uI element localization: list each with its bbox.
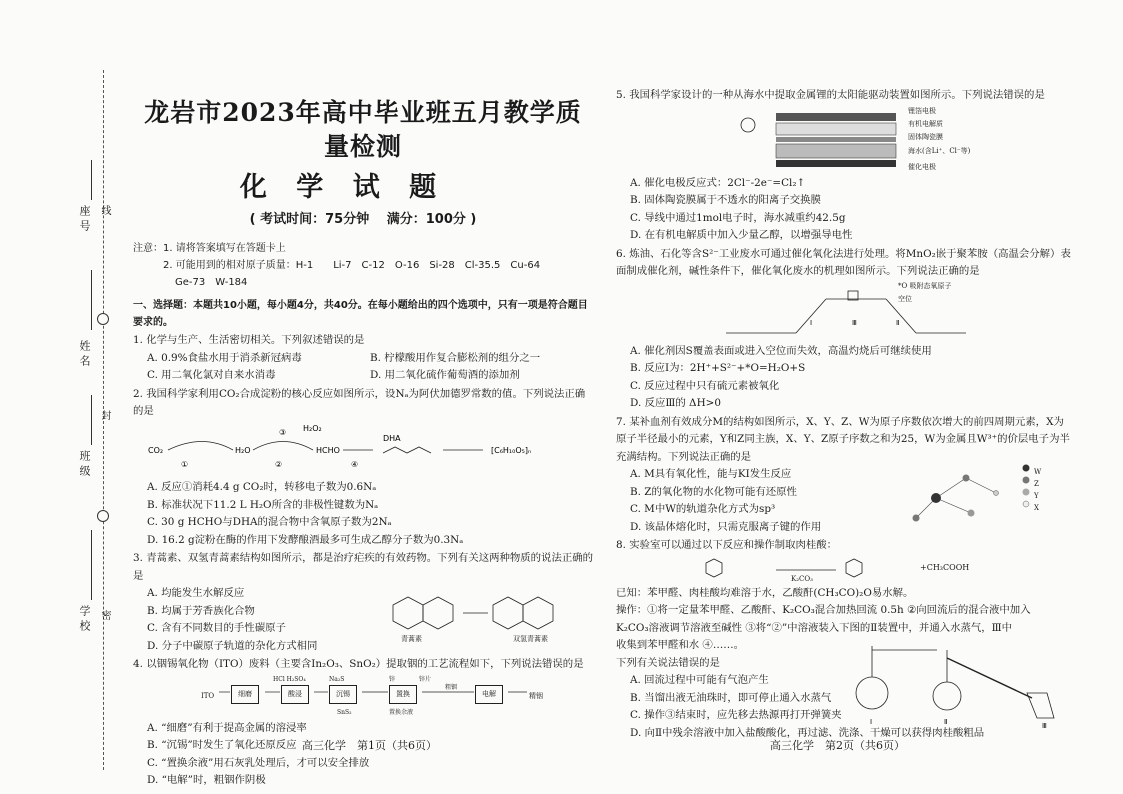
- option-a[interactable]: A. 0.9%食盐水用于消杀新冠病毒: [147, 351, 302, 364]
- option-b[interactable]: B. 固体陶瓷膜属于不透水的阳离子交换膜: [630, 194, 821, 206]
- note-1: 注意：1. 请将答案填写在答题卡上: [133, 243, 286, 254]
- question-stem: 8. 实验室可以通过以下反应和操作制取肉桂酸：: [616, 539, 838, 551]
- name-field[interactable]: [91, 270, 92, 330]
- flow-reagent: HCl H₂SO₄: [273, 675, 306, 683]
- option-b[interactable]: B. 柠檬酸用作复合膨松剂的组分之一: [370, 351, 541, 364]
- svg-text:Ⅱ: Ⅱ: [944, 718, 948, 726]
- operation-1: 操作：①将一定量苯甲醛、乙酸酐、K₂CO₃混合加热回流 0.5h ②向回流后的混合液中加入: [616, 604, 1031, 616]
- seal-mark: 封: [99, 410, 110, 424]
- device-label: 催化电极: [908, 162, 936, 171]
- question-1: [133, 332, 593, 385]
- option-a[interactable]: A. 催化电极反应式：2Cl⁻-2e⁻=Cl₂↑: [630, 176, 806, 189]
- exam-info: ( 考试时间：75分钟 满分：100分 ): [249, 212, 477, 227]
- option-c[interactable]: C. 含有不同数目的手性碳原子: [147, 622, 286, 634]
- option-b[interactable]: B. 标准状况下11.2 L H₂O所含的非极性键数为Nₐ: [147, 498, 379, 511]
- svg-text:②: ②: [275, 459, 283, 469]
- question-ask: 下列有关说法错误的是: [616, 656, 720, 669]
- legend-x: X: [1034, 504, 1039, 512]
- legend-w: W: [1034, 468, 1042, 476]
- svg-text:④: ④: [351, 459, 359, 469]
- legend-oxygen: *O 吸附态氧原子: [898, 281, 952, 290]
- known-info: 已知：苯甲醛、肉桂酸均难溶于水，乙酸酐(CH₃CO)₂O易水解。: [616, 586, 914, 599]
- byproduct-label: +CH₃COOH: [920, 562, 970, 572]
- margin-circle: [97, 313, 109, 325]
- reaction-diagram: [133, 421, 573, 473]
- exam-title: 龙岩市2023年高中毕业班五月教学质量检测: [144, 98, 582, 161]
- flow-step: 置换: [389, 685, 417, 705]
- flow-step: 电解: [475, 685, 503, 705]
- exam-subtitle: 化 学 试 题: [239, 172, 447, 203]
- page-1: [133, 96, 593, 790]
- option-d[interactable]: D. 分子中碳原子轨道的杂化方式相同: [147, 639, 318, 652]
- question-stem: 6. 炼油、石化等含S²⁻工业废水可通过催化氧化法进行处理。将MnO₂嵌于聚苯胺（高温会分解）表面制成催化剂，碱性条件下，催化氧化废水的机理如图所示。下列说法正确的是: [616, 247, 1071, 277]
- option-a[interactable]: A. 回流过程中可能有气泡产生: [630, 674, 769, 686]
- svg-text:Ⅱ: Ⅱ: [896, 318, 900, 327]
- question-stem: 7. 某补血剂有效成分M的结构如图所示，X、Y、Z、W为原子序数依次增大的前四周期元素，X为原子半径最小的元素，Y和Z同主族，X、Y、Z原子序数之和为25，W为金属且W³⁺的价层电子为半充满结构。下列说法正确的是: [616, 415, 1070, 463]
- flow-step: 酸浸: [281, 685, 309, 705]
- question-stem: 4. 以铟锡氧化物（ITO）废料（主要含In₂O₃、SnO₂）提取铟的工艺流程如下，下列说法错误的是: [133, 658, 584, 670]
- dense-mark: 密: [99, 610, 110, 624]
- option-d[interactable]: D. 该晶体熔化时，只需克服离子键的作用: [630, 520, 822, 533]
- flow-step: 沉锡: [329, 685, 357, 705]
- school-label: 学校: [78, 605, 91, 635]
- school-field[interactable]: [91, 530, 92, 600]
- option-d[interactable]: D. “电解”时，粗铟作阴极: [147, 774, 266, 786]
- flow-input: ITO: [201, 691, 215, 700]
- molecule-label-2: 双氢青蒿素: [513, 635, 548, 643]
- option-d[interactable]: D. 向Ⅱ中残余溶液中加入盐酸酸化，再过滤、洗涤、干燥可以获得肉桂酸粗品: [630, 726, 985, 739]
- flow-byproduct: SnS₂: [337, 708, 352, 716]
- option-c[interactable]: C. 导线中通过1mol电子时，海水减重约42.5g: [630, 211, 846, 224]
- svg-text:Ⅰ: Ⅰ: [810, 318, 813, 327]
- flow-reagent: 锌片: [419, 675, 432, 683]
- svg-text:③: ③: [279, 427, 287, 437]
- reaction-equation: [616, 555, 1071, 585]
- flow-output: 精铟: [529, 691, 543, 700]
- seat-label: 座号: [78, 205, 91, 235]
- seat-field[interactable]: [91, 160, 92, 200]
- svg-text:[C₆H₁₀O₅]ₙ: [C₆H₁₀O₅]ₙ: [491, 445, 532, 455]
- class-label: 班级: [78, 450, 91, 480]
- option-a[interactable]: A. “细磨”有利于提高金属的溶浸率: [147, 721, 307, 734]
- option-d[interactable]: D. 在有机电解质中加入少量乙醇，以增强导电性: [630, 229, 853, 241]
- operation-2: K₂CO₃溶液调节溶液至碱性 ③将“②”中溶液装入下图的Ⅱ装置中，并通入水蒸气，Ⅲ中: [616, 621, 1013, 634]
- class-field[interactable]: [91, 395, 92, 445]
- electrolysis-device: [616, 105, 1071, 175]
- device-label: 有机电解质: [908, 119, 943, 128]
- margin-circle: [97, 510, 109, 522]
- option-b[interactable]: B. 当馏出液无油珠时，即可停止通入水蒸气: [630, 691, 832, 704]
- option-a[interactable]: A. M具有氧化性，能与KI发生反应: [630, 468, 792, 480]
- operation-3: 收集到苯甲醛和水 ④……。: [616, 639, 744, 651]
- question-4: [133, 656, 593, 790]
- legend-z: Z: [1034, 480, 1039, 488]
- option-c[interactable]: C. 用二氧化氯对自来水消毒: [147, 369, 276, 381]
- option-c[interactable]: C. M中W的轨道杂化方式为sp³: [630, 503, 776, 515]
- svg-text:H₂O: H₂O: [235, 445, 251, 455]
- svg-text:CO₂: CO₂: [148, 445, 164, 455]
- flow-reagent: 粗铟: [445, 683, 458, 691]
- flow-step: 细磨: [231, 685, 259, 705]
- catalyst-label: K₂CO₃: [791, 574, 813, 583]
- option-b[interactable]: B. Z的氧化物的水化物可能有还原性: [630, 485, 797, 498]
- question-stem: 5. 我国科学家设计的一种从海水中提取金属锂的太阳能驱动装置如图所示。下列说法错误的是: [616, 89, 1045, 101]
- option-a[interactable]: A. 催化剂因S覆盖表面或进入空位而失效，高温灼烧后可继续使用: [630, 344, 932, 357]
- legend-y: Y: [1034, 492, 1039, 500]
- note-3: Ge-73 W-184: [175, 277, 248, 288]
- option-b[interactable]: B. 均属于芳香族化合物: [147, 604, 255, 617]
- section-heading: 一、选择题：本题共10小题，每小题4分，共40分。在每小题给出的四个选项中，只有一项是符合题目要求的。: [133, 300, 588, 328]
- page-footer-2: 高三化学 第2页（共6页）: [770, 739, 905, 752]
- svg-text:①: ①: [181, 459, 189, 469]
- svg-text:Ⅲ: Ⅲ: [1042, 722, 1047, 728]
- option-d[interactable]: D. 反应Ⅲ的 ΔH>0: [630, 397, 721, 409]
- molecule-label-1: 青蒿素: [401, 635, 422, 643]
- svg-text:Ⅰ: Ⅰ: [870, 718, 873, 726]
- svg-text:HCHO: HCHO: [316, 445, 340, 455]
- flow-reagent: 锌: [389, 675, 396, 683]
- option-b[interactable]: B. 反应Ⅰ为：2H⁺+S²⁻+*O=H₂O+S: [630, 362, 806, 374]
- svg-text:Ⅲ: Ⅲ: [852, 318, 857, 327]
- question-7: [616, 414, 1071, 537]
- question-stem: 3. 青蒿素、双氢青蒿素结构如图所示，都是治疗疟疾的有效药物。下列有关这两种物质的说法正确的是: [133, 552, 594, 582]
- binding-margin: [0, 0, 112, 794]
- question-3: [133, 550, 593, 655]
- distillation-apparatus: [842, 638, 1072, 728]
- svg-text:DHA: DHA: [383, 433, 401, 443]
- legend-vacancy: 空位: [898, 294, 912, 303]
- question-6: [616, 246, 1071, 413]
- device-label: 固体陶瓷膜: [908, 132, 943, 141]
- process-flow: [133, 674, 593, 720]
- option-c[interactable]: C. “置换余液”用石灰乳处理后，才可以安全排放: [147, 756, 370, 769]
- option-d[interactable]: D. 用二氧化硫作葡萄酒的添加剂: [370, 369, 520, 381]
- mechanism-diagram: [616, 281, 1071, 343]
- question-2: [133, 386, 593, 550]
- flow-reagent: Na₂S: [329, 675, 345, 683]
- flow-byproduct: 置换余液: [389, 708, 414, 716]
- question-5: [616, 87, 1071, 245]
- note-2: 2. 可能用到的相对原子质量：H-1 Li-7 C-12 O-16 Si-28 Cl-35.5 Cu-64: [163, 260, 541, 271]
- option-c[interactable]: C. 30 g HCHO与DHA的混合物中含氧原子数为2Nₐ: [147, 516, 392, 528]
- option-a[interactable]: A. 反应①消耗4.4 g CO₂时，转移电子数为0.6Nₐ: [147, 481, 377, 493]
- question-stem: 2. 我国科学家利用CO₂合成淀粉的核心反应如图所示，设Nₐ为阿伏加德罗常数的值。下列说法正确的是: [133, 387, 586, 417]
- svg-text:H₂O₂: H₂O₂: [303, 423, 322, 433]
- device-label: 海水(含Li⁺、Cl⁻等): [908, 146, 971, 155]
- device-label: 锂箔电极: [908, 106, 936, 115]
- question-stem: 1. 化学与生产、生活密切相关。下列叙述错误的是: [133, 334, 365, 346]
- name-label: 姓名: [78, 340, 91, 370]
- line-mark: 线: [99, 205, 110, 219]
- option-a[interactable]: A. 均能发生水解反应: [147, 587, 245, 599]
- page-footer-1: 高三化学 第1页（共6页）: [302, 739, 437, 752]
- option-c[interactable]: C. 反应过程中只有硫元素被氧化: [630, 379, 780, 392]
- option-d[interactable]: D. 16.2 g淀粉在酶的作用下发酵酿酒最多可生成乙醇分子数为0.3Nₐ: [147, 533, 464, 546]
- option-b[interactable]: B. “沉锡”时发生了氧化还原反应: [147, 739, 297, 751]
- option-c[interactable]: C. 操作③结束时，应先移去热源再打开弹簧夹: [630, 709, 842, 721]
